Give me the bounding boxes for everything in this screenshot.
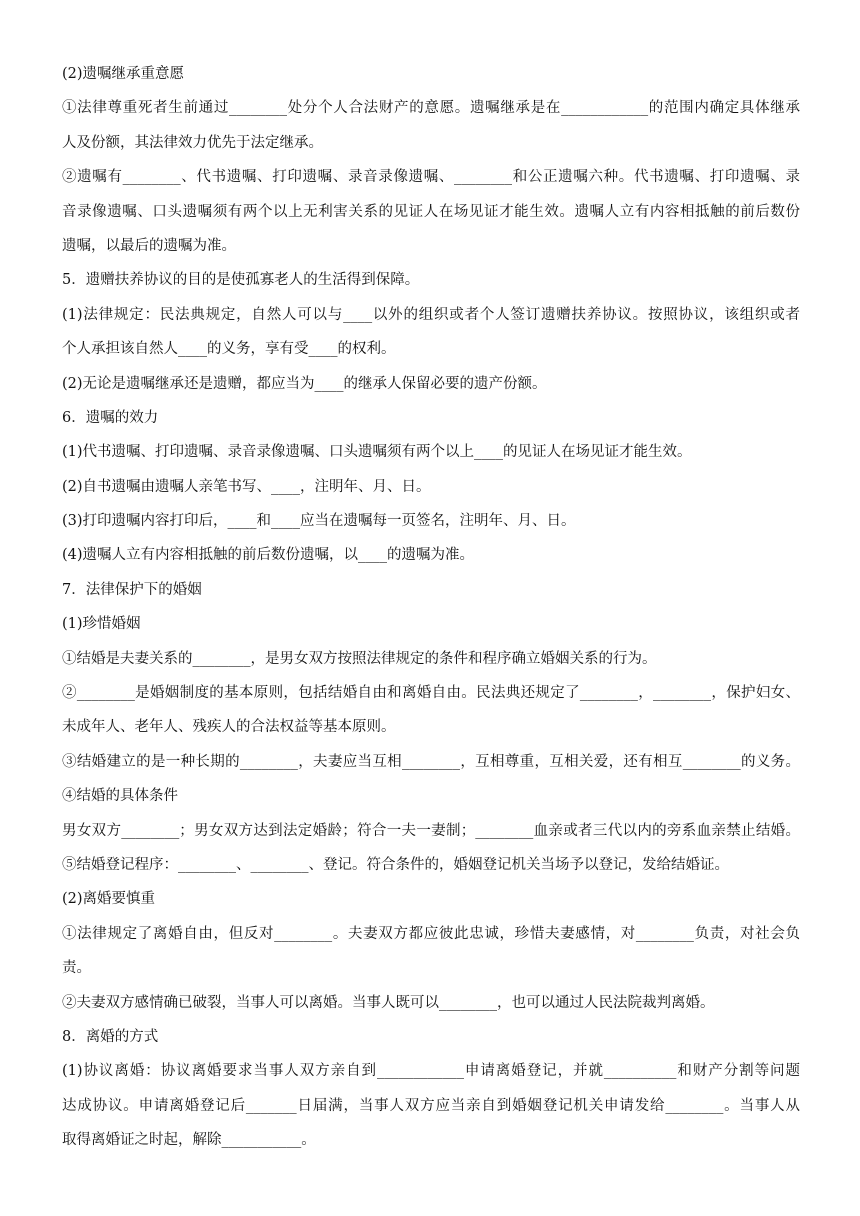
text-line: ④结婚的具体条件 xyxy=(62,788,178,805)
text-line: 6．遗嘱的效力 xyxy=(62,409,159,426)
text-line: (2)离婚要慎重 xyxy=(62,891,156,908)
text-line: 7．法律保护下的婚姻 xyxy=(62,581,202,598)
text-line: 责。 xyxy=(62,960,91,977)
text-line: (3)打印遗嘱内容打印后，____和____应当在遗嘱每一页签名，注明年、月、日。 xyxy=(62,513,576,530)
text-line: 未成年人、老年人、残疾人的合法权益等基本原则。 xyxy=(62,719,396,736)
text-line: (2)遗嘱继承重意愿 xyxy=(62,66,185,82)
text-line: (4)遗嘱人立有内容相抵触的前后数份遗嘱，以____的遗嘱为准。 xyxy=(62,547,475,564)
text-line: 取得离婚证之时起，解除___________。 xyxy=(62,1132,316,1149)
text-line: ①结婚是夫妻关系的________，是男女双方按照法律规定的条件和程序确立婚姻关系的行为。 xyxy=(62,650,657,667)
text-line: ③结婚建立的是一种长期的________，夫妻应当互相________，互相尊重，互相关爱，还有相互________的义务。 xyxy=(62,753,800,770)
text-line: 达成协议。申请离婚登记后_______日届满，当事人双方应当亲自到婚姻登记机关申请发给________。当事人从 xyxy=(62,1097,800,1114)
text-line: ②夫妻双方感情确已破裂，当事人可以离婚。当事人既可以________，也可以通过人民法院裁判离婚。 xyxy=(62,994,715,1011)
text-line: ①法律尊重死者生前通过________处分个人合法财产的意愿。遗嘱继承是在____________的范围内确定具体继承 xyxy=(62,100,800,117)
text-line: ⑤结婚登记程序：________、________、登记。符合条件的，婚姻登记机关当场予以登记，发给结婚证。 xyxy=(62,856,729,873)
text-line: 遗嘱，以最后的遗嘱为准。 xyxy=(62,237,236,254)
document-page xyxy=(62,64,800,1165)
text-line: (1)珍惜婚姻 xyxy=(62,616,141,633)
text-line: 人及份额，其法律效力优先于法定继承。 xyxy=(62,134,323,151)
text-line: 音录像遗嘱、口头遗嘱须有两个以上无利害关系的见证人在场见证才能生效。遗嘱人立有内容相抵触的前后数份 xyxy=(62,203,800,220)
text-line: (1)法律规定：民法典规定，自然人可以与____以外的组织或者个人签订遗赠扶养协议。按照协议，该组织或者 xyxy=(62,306,800,323)
text-line: (1)协议离婚：协议离婚要求当事人双方亲自到____________申请离婚登记，并就__________和财产分割等问题 xyxy=(62,1063,800,1080)
text-line: (2)自书遗嘱由遗嘱人亲笔书写、____，注明年、月、日。 xyxy=(62,478,431,495)
text-line: ②________是婚姻制度的基本原则，包括结婚自由和离婚自由。民法典还规定了________，________，保护妇女、 xyxy=(62,685,800,702)
text-line: 5．遗赠扶养协议的目的是使孤寡老人的生活得到保障。 xyxy=(62,272,420,289)
text-line: 个人承担该自然人____的义务，享有受____的权利。 xyxy=(62,341,396,358)
text-line: 男女双方________；男女双方达到法定婚龄；符合一夫一妻制；________血亲或者三代以内的旁系血亲禁止结婚。 xyxy=(62,822,800,839)
text-line: 8．离婚的方式 xyxy=(62,1028,159,1045)
text-line: ①法律规定了离婚自由，但反对________。夫妻双方都应彼此忠诚，珍惜夫妻感情，对________负责，对社会负 xyxy=(62,925,800,942)
text-line: ②遗嘱有________、代书遗嘱、打印遗嘱、录音录像遗嘱、________和公正遗嘱六种。代书遗嘱、打印遗嘱、录 xyxy=(62,169,800,186)
text-line: (1)代书遗嘱、打印遗嘱、录音录像遗嘱、口头遗嘱须有两个以上____的见证人在场见证才能生效。 xyxy=(62,444,692,461)
text-line: (2)无论是遗嘱继承还是遗赠，都应当为____的继承人保留必要的遗产份额。 xyxy=(62,375,547,392)
